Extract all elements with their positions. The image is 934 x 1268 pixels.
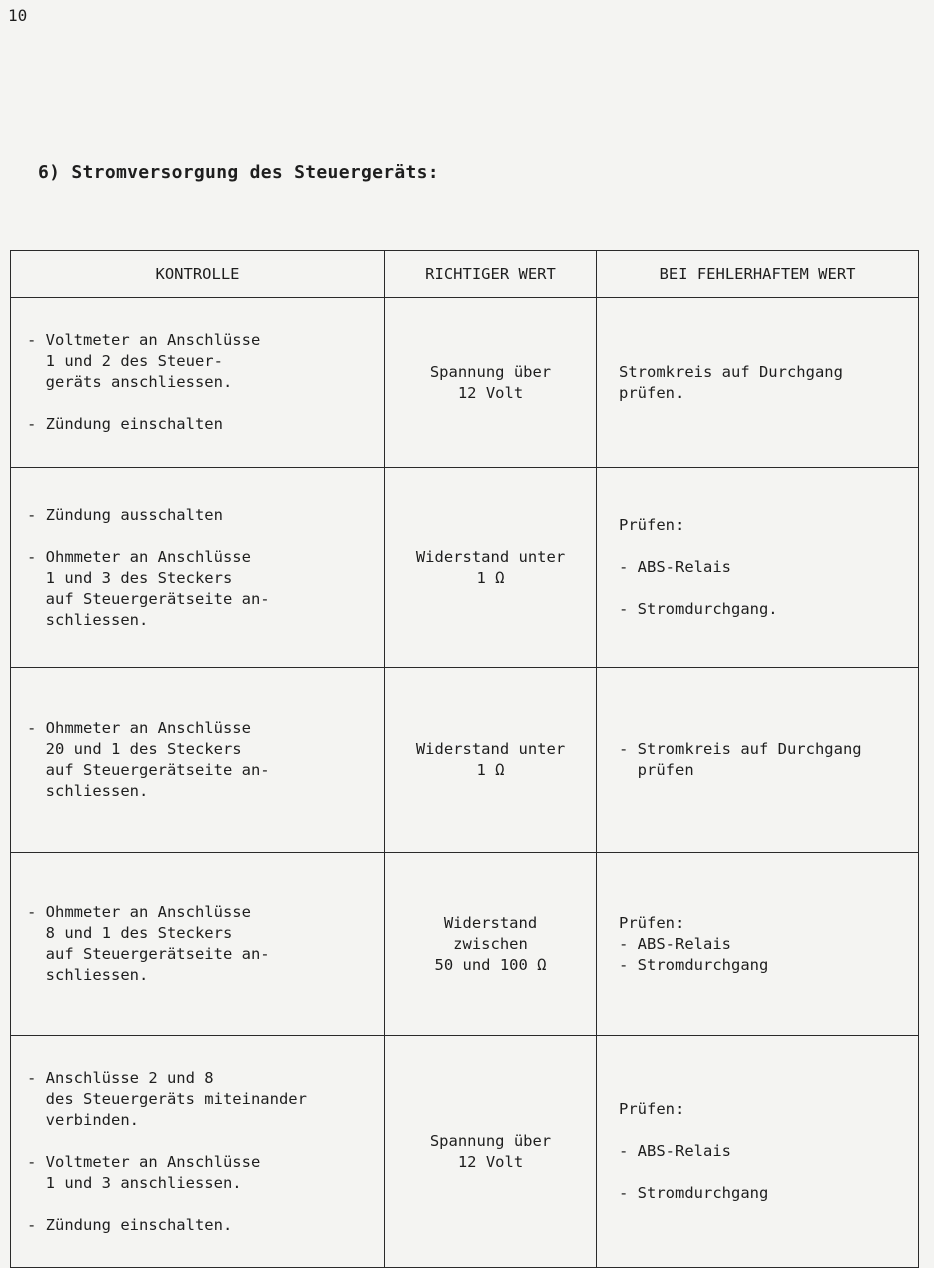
fehlerhaftem-wert-cell [597, 1036, 919, 1268]
richtiger-wert-cell [385, 298, 597, 468]
richtiger-wert-line: 50 und 100 Ω [434, 955, 547, 974]
kontrolle-cell-line: auf Steuergerätseite an- [27, 589, 270, 608]
richtiger-wert-cell [385, 853, 597, 1036]
kontrolle-cell-line: 8 und 1 des Steckers [27, 924, 233, 942]
kontrolle-cell-line: schliessen. [27, 610, 149, 629]
richtiger-wert-line: Widerstand unter [415, 740, 566, 758]
kontrolle-cell-line: - Ohmmeter an Anschlüsse [27, 903, 251, 921]
spacer [27, 526, 378, 547]
kontrolle-cell [11, 668, 385, 853]
kontrolle-cell-line: 20 und 1 des Steckers [27, 740, 242, 758]
kontrolle-cell-line: des Steuergeräts miteinander [27, 1089, 307, 1108]
kontrolle-cell-line: - Voltmeter an Anschlüsse [27, 1152, 261, 1171]
spacer [27, 1194, 378, 1215]
fehlerhaftem-wert-cell-line: Stromkreis auf Durchgang [619, 362, 843, 381]
fehlerhaftem-wert-cell [597, 468, 919, 668]
kontrolle-cell-line: - Ohmmeter an Anschlüsse [27, 547, 251, 566]
kontrolle-cell-line: - Zündung einschalten [27, 415, 223, 433]
fehlerhaftem-wert-cell-line: Prüfen: [619, 516, 685, 534]
table-row [11, 468, 919, 668]
fehlerhaftem-wert-cell-line: prüfen. [619, 383, 685, 402]
richtiger-wert-line: 12 Volt [457, 1152, 524, 1171]
spacer [619, 536, 912, 557]
kontrolle-cell [11, 853, 385, 1036]
fehlerhaftem-wert-cell-line: Prüfen: [619, 1100, 685, 1118]
spacer [619, 1162, 912, 1183]
section-heading: 6) Stromversorgung des Steuergeräts: [38, 162, 439, 183]
spacer [619, 578, 912, 599]
fehlerhaftem-wert-cell [597, 853, 919, 1036]
richtiger-wert-line: Spannung über [429, 362, 552, 381]
kontrolle-cell [11, 1036, 385, 1268]
table-header-row [11, 251, 919, 298]
spacer [619, 1120, 912, 1141]
richtiger-wert-line: 1 Ω [476, 761, 505, 779]
spacer [27, 1131, 378, 1152]
fehlerhaftem-wert-cell-line: - ABS-Relais [619, 558, 731, 576]
richtiger-wert-line: Widerstand [443, 913, 538, 932]
richtiger-wert-line: 1 Ω [476, 568, 505, 587]
spacer [27, 393, 378, 414]
kontrolle-cell-line: 1 und 3 des Steckers [27, 568, 233, 587]
richtiger-wert-line: Widerstand unter [415, 547, 566, 566]
kontrolle-cell-line: auf Steuergerätseite an- [27, 945, 270, 963]
fehlerhaftem-wert-cell-line: - Stromkreis auf Durchgang [619, 740, 862, 758]
fehlerhaftem-wert-cell [597, 668, 919, 853]
kontrolle-cell-line: schliessen. [27, 782, 149, 800]
fehlerhaftem-wert-cell-line: prüfen [619, 761, 694, 779]
kontrolle-cell-line: 1 und 3 anschliessen. [27, 1173, 242, 1192]
kontrolle-cell-line: 1 und 2 des Steuer- [27, 352, 223, 370]
richtiger-wert-line: zwischen [453, 934, 528, 953]
fehlerhaftem-wert-cell-line: - Stromdurchgang [619, 955, 769, 974]
richtiger-wert-line: Spannung über [429, 1131, 552, 1150]
kontrolle-cell [11, 298, 385, 468]
kontrolle-cell-line: auf Steuergerätseite an- [27, 761, 270, 779]
fehlerhaftem-wert-cell [597, 298, 919, 468]
table-row [11, 298, 919, 468]
kontrolle-cell-line: - Anschlüsse 2 und 8 [27, 1068, 214, 1087]
table-row [11, 668, 919, 853]
richtiger-wert-cell [385, 1036, 597, 1268]
fehlerhaftem-wert-cell-line: - ABS-Relais [619, 934, 731, 953]
richtiger-wert-line: 12 Volt [457, 383, 524, 402]
header-fehlerhaftem-wert: BEI FEHLERHAFTEM WERT [597, 251, 919, 298]
kontrolle-cell-line: verbinden. [27, 1110, 139, 1129]
kontrolle-cell-line: schliessen. [27, 966, 149, 984]
header-richtiger-wert: RICHTIGER WERT [385, 251, 597, 298]
richtiger-wert-cell [385, 668, 597, 853]
kontrolle-cell-line: - Zündung ausschalten [27, 505, 223, 524]
diagnostic-table [10, 250, 919, 1268]
fehlerhaftem-wert-cell-line: - Stromdurchgang. [619, 600, 778, 618]
fehlerhaftem-wert-cell-line: - Stromdurchgang [619, 1184, 769, 1202]
page-number: 10 [8, 6, 28, 25]
header-kontrolle: KONTROLLE [11, 251, 385, 298]
fehlerhaftem-wert-cell-line: Prüfen: [619, 913, 685, 932]
kontrolle-cell [11, 468, 385, 668]
kontrolle-cell-line: - Voltmeter an Anschlüsse [27, 331, 261, 349]
kontrolle-cell-line: - Ohmmeter an Anschlüsse [27, 719, 251, 737]
table-row [11, 1036, 919, 1268]
richtiger-wert-cell [385, 468, 597, 668]
fehlerhaftem-wert-cell-line: - ABS-Relais [619, 1142, 731, 1160]
table-row [11, 853, 919, 1036]
kontrolle-cell-line: geräts anschliessen. [27, 373, 233, 391]
kontrolle-cell-line: - Zündung einschalten. [27, 1215, 233, 1234]
